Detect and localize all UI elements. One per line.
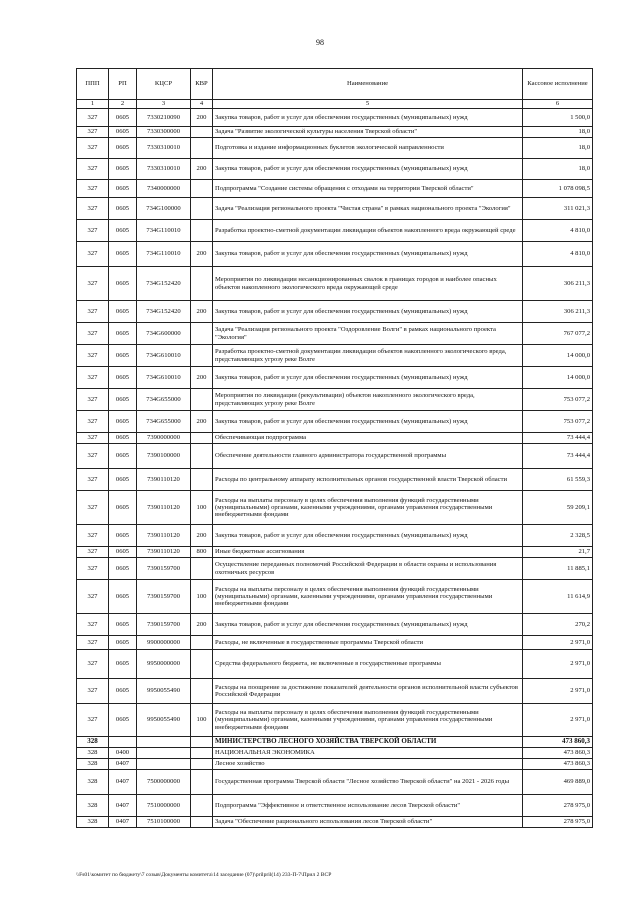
column-number: 1 <box>77 100 109 109</box>
cell-amount: 270,2 <box>523 614 593 636</box>
cell-ppp: 327 <box>77 704 109 737</box>
cell-rp: 0605 <box>109 547 137 558</box>
cell-kvr <box>191 267 213 301</box>
cell-name: Обеспечивающая подпрограмма <box>213 433 523 444</box>
cell-rp: 0605 <box>109 127 137 138</box>
cell-ppp: 327 <box>77 180 109 198</box>
cell-kcsr: 7330310010 <box>137 159 191 180</box>
cell-rp: 0605 <box>109 242 137 267</box>
cell-amount: 278 975,0 <box>523 817 593 828</box>
table-row <box>77 345 593 367</box>
table-row <box>77 127 593 138</box>
table-row <box>77 650 593 679</box>
header-rp: РП <box>109 69 137 100</box>
cell-rp: 0605 <box>109 704 137 737</box>
header-kcsr: КЦСР <box>137 69 191 100</box>
table-row <box>77 267 593 301</box>
cell-kcsr: 7330210090 <box>137 109 191 127</box>
cell-name: Задача "Реализация регионального проекта "Чистая страна" в рамках национального проекта "Экология" <box>213 198 523 220</box>
cell-rp: 0605 <box>109 411 137 433</box>
cell-rp: 0605 <box>109 636 137 650</box>
cell-ppp: 327 <box>77 267 109 301</box>
cell-rp: 0605 <box>109 433 137 444</box>
cell-rp <box>109 737 137 748</box>
header-ppp: ППП <box>77 69 109 100</box>
cell-kvr <box>191 558 213 580</box>
header-kvr: КВР <box>191 69 213 100</box>
cell-kvr: 800 <box>191 547 213 558</box>
table-row <box>77 180 593 198</box>
cell-amount: 1 500,0 <box>523 109 593 127</box>
cell-rp: 0605 <box>109 614 137 636</box>
cell-kvr <box>191 138 213 159</box>
cell-kcsr: 734G152420 <box>137 267 191 301</box>
cell-rp: 0605 <box>109 345 137 367</box>
cell-kcsr: 7390100000 <box>137 444 191 469</box>
cell-rp: 0407 <box>109 795 137 817</box>
table-row <box>77 242 593 267</box>
cell-rp: 0605 <box>109 301 137 323</box>
cell-amount: 61 559,3 <box>523 469 593 491</box>
cell-rp: 0605 <box>109 444 137 469</box>
cell-ppp: 327 <box>77 580 109 614</box>
table-row <box>77 525 593 547</box>
cell-kcsr: 7330310010 <box>137 138 191 159</box>
table-row <box>77 614 593 636</box>
cell-name: Мероприятия по ликвидации (рекультивации) объектов накопленного экологического вреда, представляющих угрозу реке Волге <box>213 389 523 411</box>
cell-ppp: 327 <box>77 159 109 180</box>
cell-name: Закупка товаров, работ и услуг для обеспечения государственных (муниципальных) нужд <box>213 614 523 636</box>
cell-kvr <box>191 469 213 491</box>
cell-name: Закупка товаров, работ и услуг для обеспечения государственных (муниципальных) нужд <box>213 301 523 323</box>
table-row <box>77 770 593 795</box>
cell-kvr <box>191 795 213 817</box>
table-row <box>77 301 593 323</box>
cell-name: Закупка товаров, работ и услуг для обеспечения государственных (муниципальных) нужд <box>213 367 523 389</box>
cell-amount: 767 077,2 <box>523 323 593 345</box>
cell-amount: 73 444,4 <box>523 433 593 444</box>
table-row <box>77 367 593 389</box>
cell-name: Государственная программа Тверской области "Лесное хозяйство Тверской области" на 2021 - 2026 годы <box>213 770 523 795</box>
cell-ppp: 327 <box>77 198 109 220</box>
cell-rp: 0407 <box>109 770 137 795</box>
cell-kcsr: 7390000000 <box>137 433 191 444</box>
table-row <box>77 558 593 580</box>
cell-name: Закупка товаров, работ и услуг для обеспечения государственных (муниципальных) нужд <box>213 109 523 127</box>
cell-ppp: 327 <box>77 301 109 323</box>
cell-kcsr: 734G152420 <box>137 301 191 323</box>
column-number: 5 <box>213 100 523 109</box>
table-row <box>77 109 593 127</box>
cell-ppp: 327 <box>77 433 109 444</box>
cell-name: Расходы, не включенные в государственные программы Тверской области <box>213 636 523 650</box>
cell-kvr: 200 <box>191 525 213 547</box>
cell-amount: 306 211,3 <box>523 267 593 301</box>
cell-amount: 4 810,0 <box>523 220 593 242</box>
table-row <box>77 491 593 525</box>
cell-kvr: 200 <box>191 301 213 323</box>
cell-kcsr: 734G110010 <box>137 220 191 242</box>
cell-amount: 11 885,1 <box>523 558 593 580</box>
cell-ppp: 327 <box>77 650 109 679</box>
cell-rp: 0605 <box>109 267 137 301</box>
cell-kvr <box>191 323 213 345</box>
cell-amount: 2 971,0 <box>523 650 593 679</box>
cell-kcsr: 7390159700 <box>137 580 191 614</box>
cell-name: Разработка проектно-сметной документации ликвидации объектов накопленного экологического вреда, представляющих угрозу реке Волге <box>213 345 523 367</box>
cell-amount: 18,0 <box>523 138 593 159</box>
cell-ppp: 327 <box>77 444 109 469</box>
cell-name: Осуществление переданных полномочий Российской Федерации в области охраны и использования охотничьих ресурсов <box>213 558 523 580</box>
column-number: 4 <box>191 100 213 109</box>
cell-kvr <box>191 770 213 795</box>
cell-kvr <box>191 817 213 828</box>
cell-ppp: 327 <box>77 547 109 558</box>
table-row <box>77 138 593 159</box>
cell-kvr <box>191 220 213 242</box>
cell-ppp: 328 <box>77 795 109 817</box>
table-row <box>77 580 593 614</box>
cell-name: Обеспечение деятельности главного администратора государственной программы <box>213 444 523 469</box>
cell-name: Расходы на выплаты персоналу в целях обеспечения выполнения функций государственными (муниципальными) органами, казенными учреждениями, органами управления государственными внебюджетными фондами <box>213 491 523 525</box>
cell-amount: 473 860,3 <box>523 737 593 748</box>
cell-kcsr: 9950000000 <box>137 650 191 679</box>
cell-amount: 14 000,0 <box>523 367 593 389</box>
cell-amount: 2 971,0 <box>523 636 593 650</box>
cell-kcsr: 7510000000 <box>137 795 191 817</box>
cell-name: Разработка проектно-сметной документации ликвидации объектов накопленного вреда окружающей среде <box>213 220 523 242</box>
cell-kvr <box>191 198 213 220</box>
table-row <box>77 323 593 345</box>
table-body <box>77 109 593 828</box>
cell-ppp: 327 <box>77 614 109 636</box>
header-amount: Кассовое исполнение <box>523 69 593 100</box>
table-row <box>77 679 593 704</box>
cell-amount: 469 889,0 <box>523 770 593 795</box>
cell-amount: 2 971,0 <box>523 679 593 704</box>
cell-ppp: 328 <box>77 748 109 759</box>
cell-kcsr: 7340000000 <box>137 180 191 198</box>
cell-rp: 0605 <box>109 679 137 704</box>
cell-kcsr <box>137 737 191 748</box>
cell-kcsr: 7390110120 <box>137 469 191 491</box>
cell-rp: 0605 <box>109 198 137 220</box>
table-row <box>77 159 593 180</box>
cell-kvr: 100 <box>191 491 213 525</box>
cell-kcsr: 7500000000 <box>137 770 191 795</box>
cell-ppp: 327 <box>77 679 109 704</box>
column-number: 2 <box>109 100 137 109</box>
cell-ppp: 328 <box>77 759 109 770</box>
cell-kvr <box>191 650 213 679</box>
cell-amount: 73 444,4 <box>523 444 593 469</box>
file-path-footer: \\Fs01\комитет по бюджету\7 созыв\Документы комитета\14 заседание (07)\prilpril(14) 233-П-7\Прил 2 ВСР <box>76 872 332 878</box>
cell-rp: 0605 <box>109 558 137 580</box>
column-number: 3 <box>137 100 191 109</box>
cell-rp: 0407 <box>109 817 137 828</box>
cell-name: Средства федерального бюджета, не включенные в государственные программы <box>213 650 523 679</box>
cell-ppp: 327 <box>77 491 109 525</box>
cell-name: Подпрограмма "Эффективное и ответственное использование лесов Тверской области" <box>213 795 523 817</box>
cell-ppp: 327 <box>77 469 109 491</box>
cell-kcsr: 734G110010 <box>137 242 191 267</box>
cell-rp: 0605 <box>109 580 137 614</box>
table-row <box>77 469 593 491</box>
cell-rp: 0605 <box>109 180 137 198</box>
cell-name: Расходы по центральному аппарату исполнительных органов государственной власти Тверской области <box>213 469 523 491</box>
cell-ppp: 327 <box>77 242 109 267</box>
table-row <box>77 411 593 433</box>
header-row <box>77 69 593 100</box>
cell-amount: 473 860,3 <box>523 748 593 759</box>
cell-amount: 473 860,3 <box>523 759 593 770</box>
cell-amount: 4 810,0 <box>523 242 593 267</box>
cell-kvr <box>191 759 213 770</box>
table-row <box>77 198 593 220</box>
table-row <box>77 817 593 828</box>
cell-amount: 278 975,0 <box>523 795 593 817</box>
table-row <box>77 444 593 469</box>
cell-kcsr: 9950055490 <box>137 704 191 737</box>
cell-ppp: 327 <box>77 525 109 547</box>
cell-kcsr: 734G600000 <box>137 323 191 345</box>
cell-rp: 0605 <box>109 138 137 159</box>
cell-name: Расходы на выплаты персоналу в целях обеспечения выполнения функций государственными (муниципальными) органами, казенными учреждениями, органами управления государственными внебюджетными фондами <box>213 580 523 614</box>
cell-kcsr: 7390110120 <box>137 525 191 547</box>
cell-ppp: 327 <box>77 636 109 650</box>
cell-kvr: 200 <box>191 411 213 433</box>
table-row <box>77 220 593 242</box>
cell-name: Лесное хозяйство <box>213 759 523 770</box>
cell-name: МИНИСТЕРСТВО ЛЕСНОГО ХОЗЯЙСТВА ТВЕРСКОЙ ОБЛАСТИ <box>213 737 523 748</box>
cell-name: Подпрограмма "Создание системы обращения с отходами на территории Тверской области" <box>213 180 523 198</box>
cell-kvr: 100 <box>191 704 213 737</box>
cell-name: Закупка товаров, работ и услуг для обеспечения государственных (муниципальных) нужд <box>213 411 523 433</box>
cell-rp: 0400 <box>109 748 137 759</box>
cell-ppp: 327 <box>77 345 109 367</box>
cell-ppp: 327 <box>77 411 109 433</box>
cell-rp: 0605 <box>109 109 137 127</box>
cell-name: Мероприятия по ликвидации несанкционированных свалок в границах городов и наиболее опасных объектов накопленного экологического вреда окружающей среде <box>213 267 523 301</box>
cell-amount: 753 077,2 <box>523 389 593 411</box>
cell-name: Закупка товаров, работ и услуг для обеспечения государственных (муниципальных) нужд <box>213 159 523 180</box>
cell-amount: 2 328,5 <box>523 525 593 547</box>
cell-kcsr: 734G655000 <box>137 411 191 433</box>
cell-kvr: 200 <box>191 159 213 180</box>
cell-amount: 1 078 098,5 <box>523 180 593 198</box>
cell-kvr <box>191 748 213 759</box>
cell-rp: 0605 <box>109 367 137 389</box>
table-row <box>77 636 593 650</box>
cell-kcsr: 9900000000 <box>137 636 191 650</box>
cell-name: Задача "Обеспечение рационального использования лесов Тверской области" <box>213 817 523 828</box>
cell-kvr: 200 <box>191 109 213 127</box>
cell-rp: 0605 <box>109 525 137 547</box>
cell-kvr <box>191 345 213 367</box>
cell-name: Расходы на выплаты персоналу в целях обеспечения выполнения функций государственными (муниципальными) органами, казенными учреждениями, органами управления государственными внебюджетными фондами <box>213 704 523 737</box>
cell-kcsr: 7390110120 <box>137 491 191 525</box>
table-row <box>77 704 593 737</box>
cell-amount: 311 021,3 <box>523 198 593 220</box>
cell-kcsr <box>137 748 191 759</box>
cell-kcsr: 7390159700 <box>137 558 191 580</box>
table-row <box>77 389 593 411</box>
cell-kcsr: 734G100000 <box>137 198 191 220</box>
cell-kcsr: 734G655000 <box>137 389 191 411</box>
page-number: 98 <box>316 38 324 47</box>
cell-rp: 0605 <box>109 650 137 679</box>
cell-kvr: 100 <box>191 580 213 614</box>
cell-kcsr: 7510100000 <box>137 817 191 828</box>
cell-rp: 0605 <box>109 491 137 525</box>
cell-kvr <box>191 636 213 650</box>
table-row <box>77 759 593 770</box>
column-number: 6 <box>523 100 593 109</box>
cell-ppp: 327 <box>77 367 109 389</box>
cell-ppp: 328 <box>77 737 109 748</box>
cell-ppp: 327 <box>77 558 109 580</box>
table-row <box>77 795 593 817</box>
cell-kvr <box>191 127 213 138</box>
cell-rp: 0605 <box>109 469 137 491</box>
cell-kvr: 200 <box>191 242 213 267</box>
cell-kcsr: 734G610010 <box>137 367 191 389</box>
cell-kvr <box>191 444 213 469</box>
cell-kvr: 200 <box>191 614 213 636</box>
table-row <box>77 737 593 748</box>
cell-amount: 14 000,0 <box>523 345 593 367</box>
cell-name: Задача "Развитие экологической культуры населения Тверской области" <box>213 127 523 138</box>
cell-kcsr: 734G610010 <box>137 345 191 367</box>
cell-ppp: 327 <box>77 323 109 345</box>
table-row <box>77 748 593 759</box>
cell-ppp: 327 <box>77 109 109 127</box>
cell-kvr <box>191 389 213 411</box>
cell-amount: 2 971,0 <box>523 704 593 737</box>
cell-kvr <box>191 679 213 704</box>
cell-kcsr: 7390159700 <box>137 614 191 636</box>
cell-kvr <box>191 433 213 444</box>
table-row <box>77 547 593 558</box>
cell-amount: 306 211,3 <box>523 301 593 323</box>
cell-ppp: 327 <box>77 389 109 411</box>
cell-kcsr <box>137 759 191 770</box>
cell-rp: 0605 <box>109 323 137 345</box>
cell-name: Иные бюджетные ассигнования <box>213 547 523 558</box>
cell-kcsr: 7390110120 <box>137 547 191 558</box>
cell-amount: 59 209,1 <box>523 491 593 525</box>
cell-amount: 21,7 <box>523 547 593 558</box>
header-name: Наименование <box>213 69 523 100</box>
cell-name: НАЦИОНАЛЬНАЯ ЭКОНОМИКА <box>213 748 523 759</box>
cell-name: Подготовка и издание информационных буклетов экологической направленности <box>213 138 523 159</box>
cell-kvr <box>191 737 213 748</box>
cell-ppp: 327 <box>77 127 109 138</box>
cell-amount: 11 614,9 <box>523 580 593 614</box>
cell-kvr: 200 <box>191 367 213 389</box>
cell-name: Закупка товаров, работ и услуг для обеспечения государственных (муниципальных) нужд <box>213 242 523 267</box>
cell-amount: 18,0 <box>523 159 593 180</box>
cell-rp: 0605 <box>109 389 137 411</box>
cell-name: Задача "Реализация регионального проекта "Оздоровление Волги" в рамках национального проекта "Экология" <box>213 323 523 345</box>
cell-kcsr: 7330300000 <box>137 127 191 138</box>
cell-amount: 753 077,2 <box>523 411 593 433</box>
cell-ppp: 328 <box>77 817 109 828</box>
cell-ppp: 328 <box>77 770 109 795</box>
cell-name: Расходы на поощрение за достижение показателей деятельности органов исполнительной власти субъектов Российской Федерации <box>213 679 523 704</box>
cell-rp: 0407 <box>109 759 137 770</box>
column-number-row <box>77 100 593 109</box>
budget-execution-table <box>76 68 593 828</box>
table-row <box>77 433 593 444</box>
cell-amount: 18,0 <box>523 127 593 138</box>
cell-name: Закупка товаров, работ и услуг для обеспечения государственных (муниципальных) нужд <box>213 525 523 547</box>
cell-ppp: 327 <box>77 220 109 242</box>
cell-kcsr: 9950055490 <box>137 679 191 704</box>
cell-rp: 0605 <box>109 220 137 242</box>
cell-rp: 0605 <box>109 159 137 180</box>
cell-kvr <box>191 180 213 198</box>
cell-ppp: 327 <box>77 138 109 159</box>
